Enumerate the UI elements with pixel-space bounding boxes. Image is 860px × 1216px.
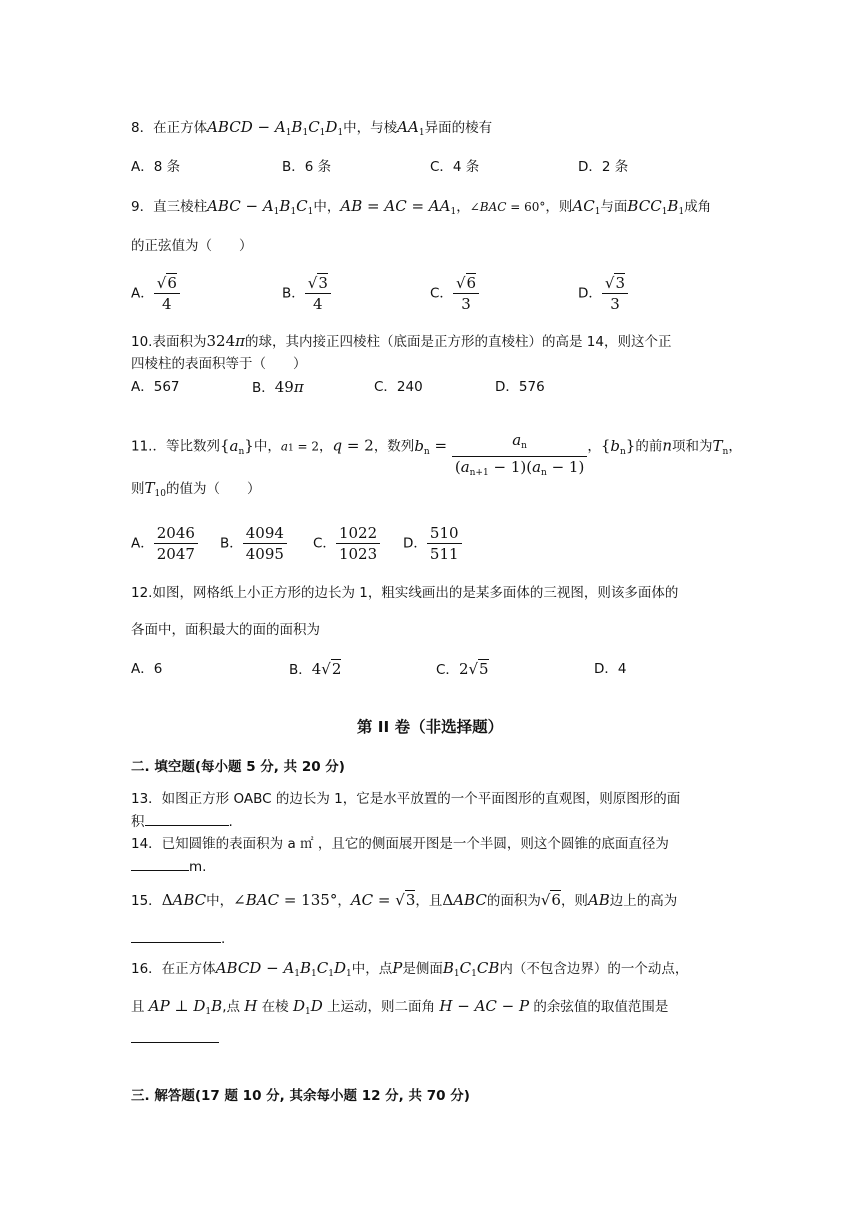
q14-stem-line2: m.	[131, 856, 206, 877]
q15-stem: 15．ΔABC中，∠BAC = 135°，AC = √3，且ΔABC的面积为√6，则AB边上的高为	[131, 891, 678, 909]
q8-option-c: C．4 条	[430, 159, 480, 175]
q11-option-b: B． $\frac{4094}{4095}$	[220, 523, 287, 564]
q11-option-d: D． $\frac{510}{511}$	[403, 523, 462, 564]
section-heading: 第 II 卷（非选择题）	[356, 718, 504, 736]
q12-option-a: A．6	[131, 661, 163, 677]
q9-stem-line2: 的正弦值为（ ）	[131, 238, 253, 254]
q16-answer-blank[interactable]	[131, 1028, 219, 1043]
q12-option-d: D．4	[594, 661, 627, 677]
q9-option-a: A． $\frac{√6}{4}$	[131, 273, 180, 314]
answer-section-heading: 三. 解答题(17 题 10 分, 其余每小题 12 分, 共 70 分)	[131, 1088, 470, 1104]
q8-option-b: B．6 条	[282, 159, 332, 175]
q16-stem-line2: 且 AP ⊥ $D_1B$,点 H 在棱 $D_1D$ 上运动，则二面角 H − AC − P 的余弦值的取值范围是	[131, 997, 669, 1017]
q11-option-a: A． $\frac{2046}{2047}$	[131, 523, 198, 564]
q12-option-c: C．2√5	[436, 660, 489, 678]
q15-stem-line2: .	[131, 928, 225, 949]
q13-stem: 13．如图正方形 OABC 的边长为 1，它是水平放置的一个平面图形的直观图，则原图形的面	[131, 791, 681, 807]
q12-stem-line2: 各面中，面积最大的面的面积为	[131, 622, 320, 638]
q9-option-b: B． $\frac{√3}{4}$	[282, 273, 331, 314]
q12-option-b: B．4√2	[289, 660, 342, 678]
q13-answer-blank[interactable]	[145, 811, 229, 826]
q10-option-d: D．576	[495, 379, 545, 395]
q8-option-a: A．8 条	[131, 159, 181, 175]
q10-option-c: C．240	[374, 379, 423, 395]
q9-option-c: C． $\frac{√6}{3}$	[430, 273, 479, 314]
q9-option-d: D． $\frac{√3}{3}$	[578, 273, 628, 314]
q13-stem-line2: 积 .	[131, 811, 233, 832]
q8-stem: 8．在正方体ABCD − $A_1B_1C_1D_1$中，与棱$AA_1$异面的棱有	[131, 118, 493, 138]
q8-option-d: D．2 条	[578, 159, 629, 175]
q11-stem: 11.．等比数列$\{a_n\}$中，a1 = 2，q = 2，数列$b_n$ = $\frac{a_n}{(a_{n+1} - 1)(a_n - 1)}$ ，$\{b_n\}$的前n项和为$T_n$，	[131, 431, 742, 478]
q9-stem: 9．直三棱柱ABC − $A_1B_1C_1$中，AB = AC = $AA_1$，∠BAC = 60°，则$AC_1$与面$BCC_1B_1$成角	[131, 197, 712, 217]
q12-stem: 12.如图，网格纸上小正方形的边长为 1，粗实线画出的是某多面体的三视图，则该多面体的	[131, 585, 679, 601]
q16-answer-line	[131, 1028, 219, 1049]
q10-stem-line2: 四棱柱的表面积等于（ ）	[131, 356, 307, 372]
q15-answer-blank[interactable]	[131, 928, 221, 943]
q10-option-b: B．49π	[252, 378, 304, 396]
q14-answer-blank[interactable]	[131, 856, 189, 871]
q14-stem: 14．已知圆锥的表面积为 a ㎡ ，且它的侧面展开图是一个半圆，则这个圆锥的底面直径为	[131, 836, 669, 852]
fill-in-heading: 二. 填空题(每小题 5 分, 共 20 分)	[131, 759, 345, 775]
q10-stem: 10.表面积为324π的球，其内接正四棱柱（底面是正方形的直棱柱）的高是 14，则这个正	[131, 332, 672, 350]
q10-option-a: A．567	[131, 379, 180, 395]
q16-stem: 16．在正方体ABCD − $A_1B_1C_1D_1$中，点P是侧面$B_1C_1CB$内（不包含边界）的一个动点，	[131, 959, 689, 979]
q11-option-c: C． $\frac{1022}{1023}$	[313, 523, 380, 564]
q11-stem-line2: 则$T_{10}$的值为（ ）	[131, 479, 261, 499]
